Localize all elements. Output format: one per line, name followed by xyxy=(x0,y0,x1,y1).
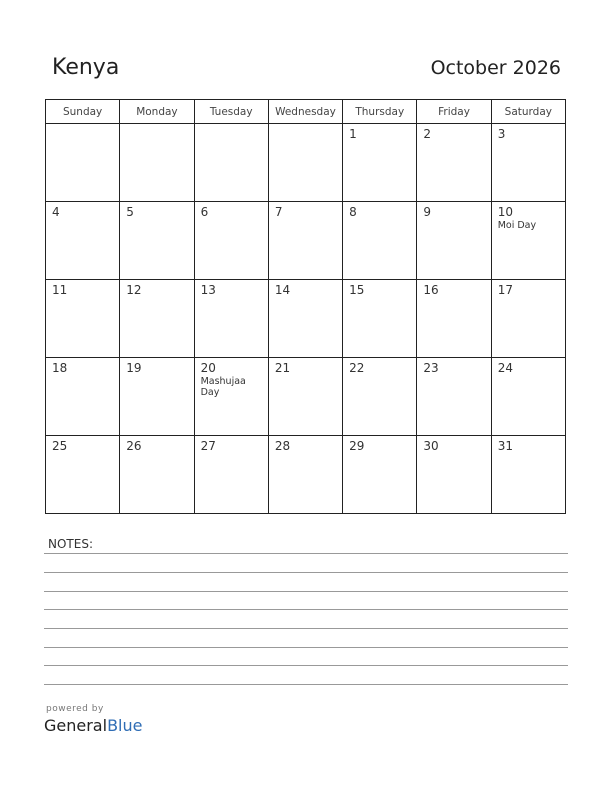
note-line xyxy=(44,665,568,666)
day-cell xyxy=(417,280,491,358)
weekday-monday: Monday xyxy=(120,100,194,124)
day-cell xyxy=(46,358,120,436)
day-number: 6 xyxy=(200,205,209,219)
day-number: 28 xyxy=(274,439,291,453)
week-row xyxy=(46,280,566,358)
day-cell xyxy=(268,202,342,280)
day-cell xyxy=(417,202,491,280)
day-cell xyxy=(417,358,491,436)
day-number: 29 xyxy=(349,439,365,453)
day-number: 18 xyxy=(52,361,68,375)
day-cell xyxy=(343,124,417,202)
brand-general: General xyxy=(44,716,108,735)
week-row xyxy=(46,202,566,280)
day-cell xyxy=(491,436,565,514)
day-cell xyxy=(268,358,342,436)
day-cell xyxy=(120,358,194,436)
holiday-label: Moi Day xyxy=(497,220,537,231)
day-cell xyxy=(46,280,120,358)
powered-by-text: powered by xyxy=(46,704,104,714)
day-number: 24 xyxy=(497,361,513,375)
day-cell xyxy=(46,202,120,280)
empty-day-cell xyxy=(120,124,194,202)
day-cell xyxy=(194,358,268,436)
notes-label: NOTES: xyxy=(48,537,93,551)
empty-day-cell xyxy=(194,124,268,202)
day-cell xyxy=(194,202,268,280)
day-cell xyxy=(417,124,491,202)
calendar-grid xyxy=(45,99,566,514)
day-number: 3 xyxy=(497,127,506,141)
day-number: 4 xyxy=(52,205,60,219)
day-cell xyxy=(343,358,417,436)
day-number: 12 xyxy=(126,283,142,297)
day-cell xyxy=(120,280,194,358)
weekday-tuesday: Tuesday xyxy=(194,100,268,124)
week-row xyxy=(46,436,566,514)
day-cell xyxy=(417,436,491,514)
day-number: 10 xyxy=(497,205,513,219)
day-cell xyxy=(343,280,417,358)
note-line xyxy=(44,647,568,648)
note-line xyxy=(44,628,568,629)
day-cell xyxy=(491,358,565,436)
day-number: 13 xyxy=(200,283,216,297)
day-number: 20 xyxy=(200,361,216,375)
day-number: 21 xyxy=(274,361,291,375)
day-cell xyxy=(491,280,565,358)
brand-logo[interactable] xyxy=(44,716,142,735)
day-number: 9 xyxy=(423,205,432,219)
weekday-header-row xyxy=(46,100,566,124)
day-number: 8 xyxy=(349,205,357,219)
day-cell xyxy=(194,280,268,358)
week-row xyxy=(46,358,566,436)
note-line xyxy=(44,684,568,685)
day-number: 31 xyxy=(497,439,513,453)
weekday-wednesday: Wednesday xyxy=(268,100,342,124)
day-number: 26 xyxy=(126,439,142,453)
weekday-saturday: Saturday xyxy=(491,100,565,124)
day-number: 16 xyxy=(423,283,439,297)
note-line xyxy=(44,591,568,592)
weekday-thursday: Thursday xyxy=(343,100,417,124)
day-number: 1 xyxy=(349,127,357,141)
weekday-friday: Friday xyxy=(417,100,491,124)
note-line xyxy=(44,609,568,610)
day-number: 7 xyxy=(274,205,283,219)
country-title: Kenya xyxy=(52,55,120,80)
day-cell xyxy=(120,202,194,280)
month-year-title: October 2026 xyxy=(430,57,561,79)
day-number: 22 xyxy=(349,361,365,375)
day-cell xyxy=(268,436,342,514)
day-number: 23 xyxy=(423,361,439,375)
week-row xyxy=(46,124,566,202)
holiday-label: Mashujaa Day xyxy=(200,376,246,398)
weekday-sunday: Sunday xyxy=(46,100,120,124)
day-cell xyxy=(194,436,268,514)
day-number: 5 xyxy=(126,205,134,219)
empty-day-cell xyxy=(268,124,342,202)
day-number: 25 xyxy=(52,439,68,453)
day-number: 11 xyxy=(52,283,68,297)
day-cell xyxy=(268,280,342,358)
note-line xyxy=(44,553,568,554)
day-cell xyxy=(491,124,565,202)
day-number: 14 xyxy=(274,283,291,297)
day-cell xyxy=(343,202,417,280)
note-line xyxy=(44,572,568,573)
day-number: 2 xyxy=(423,127,432,141)
day-cell xyxy=(120,436,194,514)
day-number: 15 xyxy=(349,283,365,297)
day-number: 17 xyxy=(497,283,513,297)
day-number: 19 xyxy=(126,361,142,375)
day-cell xyxy=(491,202,565,280)
brand-blue: Blue xyxy=(107,716,143,735)
day-number: 30 xyxy=(423,439,439,453)
day-cell xyxy=(343,436,417,514)
day-number: 27 xyxy=(200,439,216,453)
empty-day-cell xyxy=(46,124,120,202)
day-cell xyxy=(46,436,120,514)
